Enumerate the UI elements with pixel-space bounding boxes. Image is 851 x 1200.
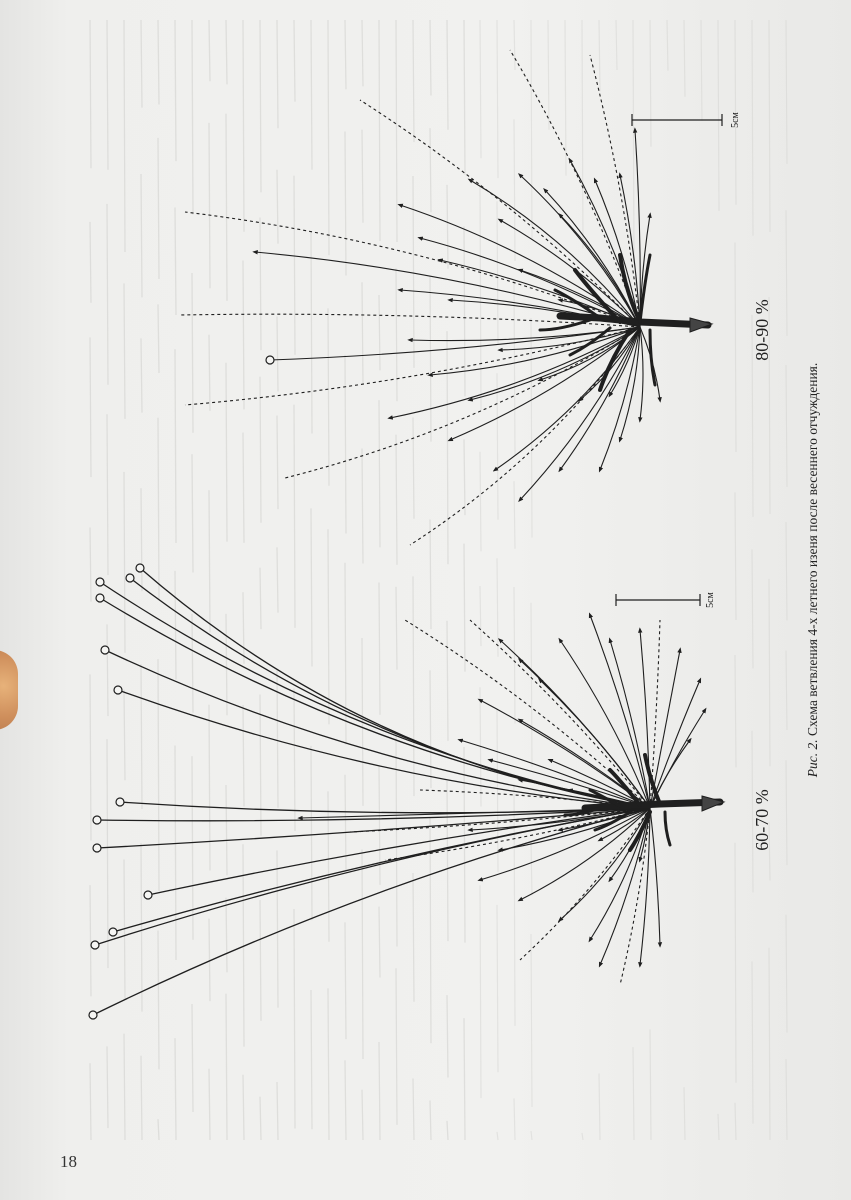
bleed-line <box>175 20 176 161</box>
bleed-line <box>480 586 481 646</box>
bleed-line <box>379 1042 380 1140</box>
bleed-line <box>362 449 363 564</box>
bleed-line <box>328 308 329 485</box>
upper-diagram <box>180 50 772 545</box>
bleed-line <box>124 20 125 252</box>
bleed-line <box>243 592 244 664</box>
bleed-line <box>718 1114 719 1140</box>
bleed-line <box>497 708 498 872</box>
lower-scale-bar <box>616 591 716 607</box>
dashed-branch <box>285 327 640 478</box>
bleed-line <box>362 20 363 86</box>
branch <box>93 808 650 1015</box>
bleed-line <box>735 243 736 452</box>
bleed-line <box>379 295 380 370</box>
bleed-line <box>141 174 142 297</box>
bleed-line <box>124 283 125 418</box>
bleed-line <box>107 624 108 716</box>
lower-percentage-label: 60-70 % <box>752 789 772 851</box>
bleed-line <box>243 20 244 232</box>
bleed-line <box>311 20 312 170</box>
bleed-line <box>345 131 346 275</box>
bleed-line <box>684 20 685 97</box>
bleed-line <box>430 670 431 788</box>
bleed-line <box>158 659 159 891</box>
branch-end-bud <box>114 686 122 694</box>
bleed-line <box>328 529 329 724</box>
bleed-line <box>430 128 431 212</box>
bleed-line <box>192 1004 193 1112</box>
branch <box>500 220 640 327</box>
bleed-line <box>209 490 210 632</box>
bleed-line <box>430 519 431 629</box>
branch-end-bud <box>91 941 99 949</box>
bleed-line <box>260 218 261 351</box>
bleed-line <box>413 576 414 796</box>
bleed-line <box>396 733 397 946</box>
bleed-line <box>277 20 278 128</box>
bleed-line <box>531 603 532 767</box>
bleed-line <box>124 472 125 653</box>
bleed-line <box>599 1073 600 1140</box>
bleed-line <box>175 207 176 315</box>
bleed-line <box>514 281 515 455</box>
bleed-line <box>345 20 346 89</box>
bleed-line <box>497 558 498 657</box>
bleed-line <box>531 934 532 1107</box>
bleed-line <box>447 331 448 564</box>
bleed-line <box>158 20 159 104</box>
bleed-line <box>226 20 227 84</box>
bleed-line <box>362 282 363 384</box>
bleed-line <box>277 416 278 510</box>
bleed-line <box>124 859 125 999</box>
bleed-line <box>277 317 278 392</box>
bleed-line <box>345 355 346 534</box>
bleed-line <box>413 1079 414 1140</box>
bleed-line <box>565 20 566 176</box>
bleed-line <box>90 20 91 168</box>
bleed-line <box>141 488 142 591</box>
branch-end-bud <box>96 578 104 586</box>
bleed-line <box>192 614 193 713</box>
bleed-line <box>497 1132 498 1140</box>
bleed-line <box>141 664 142 809</box>
bleed-line <box>752 961 753 1123</box>
bleed-line <box>616 20 617 70</box>
bleed-line <box>362 850 363 1059</box>
bleed-line <box>345 922 346 1039</box>
bleed-line <box>294 176 295 355</box>
bleed-line <box>379 765 380 885</box>
bleed-line <box>480 885 481 1098</box>
bleed-line <box>514 587 515 723</box>
bleed-line <box>413 873 414 1002</box>
bleed-line <box>209 1069 210 1140</box>
bleed-line <box>192 20 193 215</box>
bleed-line <box>311 232 312 434</box>
branch-end-bud <box>96 594 104 602</box>
bleed-line <box>141 1056 142 1140</box>
bleed-line <box>260 568 261 630</box>
bleed-line <box>328 988 329 1140</box>
bleed-line <box>277 850 278 1007</box>
branch-end-bud <box>136 564 144 572</box>
bleed-line <box>107 739 108 968</box>
bleed-line <box>243 261 244 410</box>
bleed-line <box>311 990 312 1129</box>
bleed-line <box>396 587 397 670</box>
bleed-line <box>514 20 515 70</box>
bleed-line <box>158 931 159 1070</box>
branch-end-bud <box>126 574 134 582</box>
bleed-line <box>90 337 91 477</box>
bleed-line <box>328 20 329 255</box>
bleed-line <box>226 614 227 715</box>
bleed-line <box>209 123 210 288</box>
bleed-line <box>175 571 176 680</box>
branch <box>650 680 700 808</box>
branch <box>400 205 640 327</box>
branch <box>420 238 640 327</box>
bleed-line <box>158 1119 159 1140</box>
bleed-line <box>735 655 736 767</box>
bleed-line <box>260 377 261 523</box>
branch-end-bud <box>116 798 124 806</box>
bleed-line <box>718 20 719 211</box>
bleed-line <box>430 1100 431 1140</box>
bleed-line <box>243 433 244 543</box>
bleed-line <box>192 273 193 433</box>
trunk-segment <box>665 812 670 845</box>
lower-scale-label: 5см <box>705 592 716 608</box>
bleed-line <box>514 1098 515 1140</box>
bleed-line <box>311 508 312 666</box>
bleed-line <box>260 1097 261 1140</box>
bleed-line <box>175 1038 176 1140</box>
bleed-line <box>90 885 91 996</box>
bleed-line <box>345 563 346 745</box>
branch-end-bud <box>266 356 274 364</box>
bleed-line <box>735 1103 736 1140</box>
bleed-line <box>786 20 787 164</box>
bleed-line <box>243 705 244 806</box>
bleed-line <box>124 1034 125 1140</box>
branch <box>120 802 650 813</box>
bleed-line <box>413 417 414 518</box>
branch <box>640 327 643 420</box>
figure-caption <box>805 363 820 779</box>
bleed-line <box>752 549 753 668</box>
bleed-line <box>480 183 481 411</box>
caption-italic: Рис. 2. <box>805 739 820 778</box>
branch-end-bud <box>109 928 117 936</box>
bleed-line <box>735 843 736 1083</box>
branch <box>560 640 650 808</box>
bleed-line <box>548 20 549 130</box>
bleed-line <box>226 363 227 542</box>
bleed-line <box>90 1063 91 1140</box>
bleed-line <box>294 689 295 832</box>
bleed-line <box>650 1029 651 1140</box>
bleed-line <box>480 20 481 158</box>
caption-text: Схема ветвления 4-х летнего изеня после весеннего отчуждения. <box>805 362 820 740</box>
bleed-line <box>277 547 278 612</box>
upper-branches <box>180 50 660 545</box>
dashed-branch <box>510 50 640 327</box>
bleed-line <box>531 842 532 896</box>
bleed-line <box>362 130 363 223</box>
bleed-line <box>786 1059 787 1140</box>
bleed-line <box>769 20 770 232</box>
branch <box>130 578 650 808</box>
bleed-line <box>226 114 227 301</box>
upper-scale-label: 5см <box>730 112 741 128</box>
bleed-line <box>684 1087 685 1140</box>
branch-end-bud <box>93 816 101 824</box>
bleed-line <box>430 276 431 442</box>
bleed-line <box>514 481 515 549</box>
bleed-line <box>141 843 142 1012</box>
trunk-cut-tip <box>690 318 712 332</box>
bleed-line <box>480 452 481 552</box>
branch-end-bud <box>144 891 152 899</box>
bleed-line <box>90 222 91 303</box>
bleed-line <box>633 1047 634 1140</box>
bleed-line <box>362 1090 363 1140</box>
bleed-line <box>633 20 634 263</box>
bleed-line <box>769 948 770 1140</box>
bleed-line <box>260 694 261 835</box>
bleed-line <box>786 760 787 865</box>
bleed-line <box>464 20 465 175</box>
trunk-segment <box>650 330 655 385</box>
bleed-line <box>786 650 787 730</box>
bleed-line <box>158 304 159 373</box>
bleed-line <box>311 746 312 920</box>
bleed-line <box>735 492 736 620</box>
bleed-line <box>226 898 227 973</box>
trunk-cut-tip <box>702 796 724 811</box>
bleed-line <box>209 20 210 81</box>
bleed-line <box>514 119 515 261</box>
bleed-through-text <box>90 20 787 1140</box>
bleed-line <box>328 791 329 941</box>
branch <box>100 598 650 808</box>
bleed-line <box>260 900 261 1021</box>
bleed-line <box>430 20 431 96</box>
bleed-line <box>379 20 380 241</box>
bleed-line <box>752 20 753 236</box>
bleed-line <box>107 20 108 170</box>
bleed-line <box>531 318 532 538</box>
bleed-line <box>277 1082 278 1140</box>
bleed-line <box>209 335 210 411</box>
bleed-line <box>497 905 498 1072</box>
bleed-line <box>175 349 176 543</box>
bleed-line <box>786 210 787 336</box>
bleed-line <box>396 435 397 565</box>
bleed-line <box>124 690 125 781</box>
bleed-line <box>650 20 651 147</box>
branch <box>140 568 650 808</box>
bleed-line <box>769 579 770 766</box>
bleed-line <box>226 785 227 875</box>
bleed-line <box>192 454 193 572</box>
bleed-line <box>497 20 498 178</box>
bleed-line <box>396 20 397 242</box>
bleed-line <box>396 268 397 401</box>
bleed-line <box>379 400 380 547</box>
branch <box>410 327 640 341</box>
bleed-line <box>294 20 295 102</box>
bleed-line <box>413 176 414 368</box>
bleed-line <box>226 994 227 1140</box>
bleed-line <box>260 20 261 192</box>
bleed-line <box>107 1046 108 1128</box>
bleed-line <box>294 909 295 1128</box>
bleed-line <box>531 1131 532 1140</box>
bleed-line <box>175 746 176 961</box>
bleed-line <box>599 20 600 91</box>
bleed-line <box>90 528 91 602</box>
bleed-line <box>786 522 787 621</box>
upper-percentage-label: 80-90 % <box>752 299 772 361</box>
bleed-line <box>107 414 108 575</box>
bleed-line <box>447 995 448 1077</box>
branch <box>520 327 640 500</box>
bleed-line <box>379 582 380 714</box>
bleed-line <box>497 201 498 344</box>
bleed-line <box>667 20 668 71</box>
bleed-line <box>786 915 787 1033</box>
branch <box>113 808 650 932</box>
bleed-line <box>786 365 787 487</box>
bleed-line <box>447 781 448 941</box>
bleed-line <box>141 338 142 412</box>
branch <box>560 327 640 470</box>
bleed-line <box>447 1121 448 1140</box>
bleed-line <box>447 621 448 741</box>
bleed-line <box>243 1075 244 1140</box>
bleed-line <box>209 919 210 1002</box>
branch-end-bud <box>101 646 109 654</box>
bleed-line <box>141 20 142 108</box>
bleed-line <box>379 907 380 978</box>
bleed-line <box>277 170 278 244</box>
bleed-line <box>209 705 210 871</box>
bleed-line <box>497 373 498 520</box>
bleed-line <box>701 20 702 121</box>
bleed-line <box>294 405 295 628</box>
bleed-line <box>345 1060 346 1140</box>
dashed-branch <box>410 327 640 545</box>
bleed-line <box>447 20 448 130</box>
bleed-line <box>447 185 448 269</box>
bleed-line <box>158 418 159 601</box>
lower-trunk <box>565 755 724 850</box>
bleed-line <box>192 756 193 939</box>
branch <box>650 808 660 945</box>
bleed-line <box>531 20 532 238</box>
upper-scale-bar <box>632 111 741 127</box>
dashed-branch <box>360 100 640 327</box>
branch-end-bud <box>89 1011 97 1019</box>
bleed-line <box>90 674 91 840</box>
bleed-line <box>396 968 397 1125</box>
branch-end-bud <box>93 844 101 852</box>
bleed-line <box>464 544 465 672</box>
branch <box>620 175 640 327</box>
bleed-line <box>582 20 583 248</box>
bleed-line <box>107 204 108 385</box>
page-number: 18 <box>60 1152 77 1171</box>
bleed-line <box>158 138 159 279</box>
bleed-line <box>413 20 414 142</box>
bleed-line <box>582 1133 583 1140</box>
bleed-line <box>464 1018 465 1140</box>
bleed-line <box>277 669 278 808</box>
bleed-line <box>464 439 465 515</box>
